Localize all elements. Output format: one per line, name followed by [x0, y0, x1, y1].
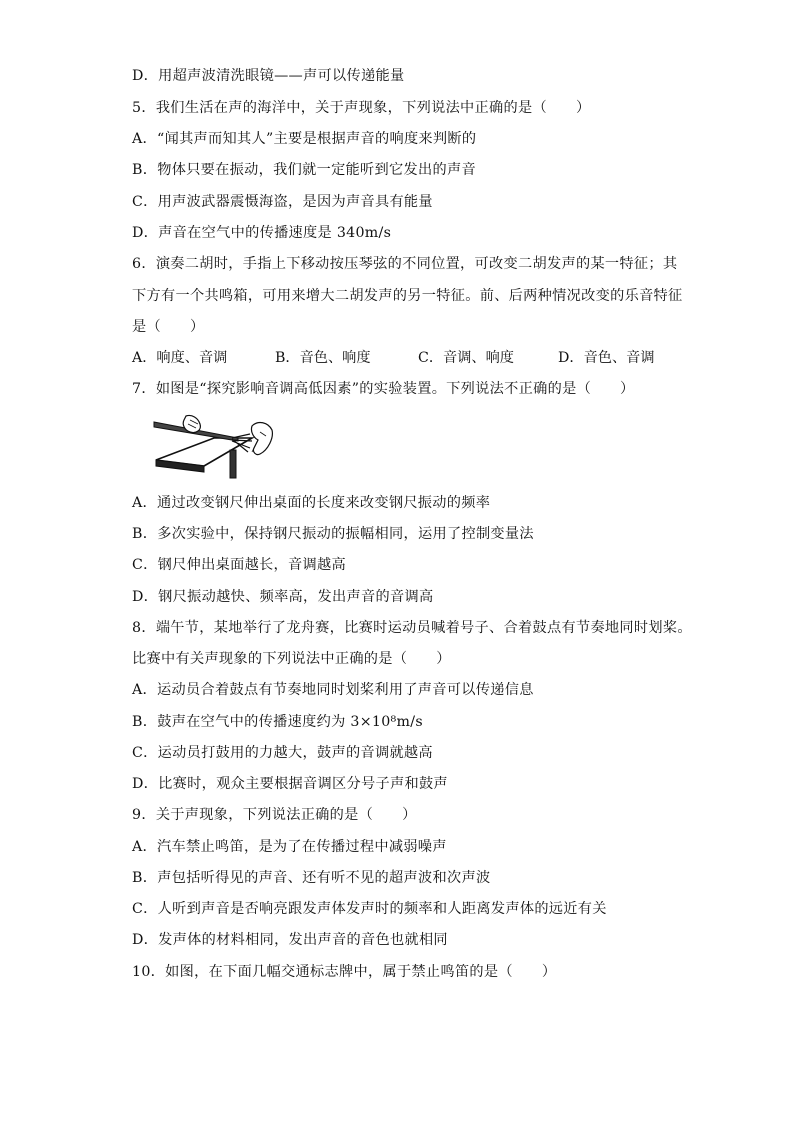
q9-option-a: A．汽车禁止鸣笛，是为了在传播过程中减弱噪声	[132, 839, 447, 855]
q6-options	[132, 348, 655, 368]
q6-stem-line3: 是（ ）	[132, 319, 205, 335]
q4-option-d: D．用超声波清洗眼镜——声可以传递能量	[132, 68, 405, 84]
steel-ruler-experiment-figure	[148, 410, 278, 480]
q7-option-c: C．钢尺伸出桌面越长，音调越高	[132, 557, 346, 573]
q7-option-d: D．钢尺振动越快、频率高，发出声音的音调高	[132, 589, 434, 605]
q7-option-a: A．通过改变钢尺伸出桌面的长度来改变钢尺振动的频率	[132, 495, 491, 511]
q10-stem: 10．如图，在下面几幅交通标志牌中，属于禁止鸣笛的是（ ）	[132, 964, 557, 980]
q6-stem-line1: 6．演奏二胡时，手指上下移动按压琴弦的不同位置，可改变二胡发声的某一特征；其	[132, 256, 678, 272]
q8-stem-line2: 比赛中有关声现象的下列说法中正确的是（ ）	[132, 651, 451, 667]
q5-stem: 5．我们生活在声的海洋中，关于声现象，下列说法中正确的是（ ）	[132, 100, 591, 116]
q9-stem: 9．关于声现象，下列说法正确的是（ ）	[132, 807, 417, 823]
q8-option-c: C．运动员打鼓用的力越大，鼓声的音调就越高	[132, 745, 433, 761]
q7-stem: 7．如图是“探究影响音调高低因素”的实验装置。下列说法不正确的是（ ）	[132, 381, 635, 397]
q5-option-c: C．用声波武器震慑海盗，是因为声音具有能量	[132, 194, 433, 210]
q9-option-c: C．人听到声音是否响亮跟发声体发声时的频率和人距离发声体的远近有关	[132, 901, 607, 917]
q5-option-a: A．“闻其声而知其人”主要是根据声音的响度来判断的	[132, 131, 477, 147]
q6-option-a: A．响度、音调	[132, 350, 228, 366]
q8-option-b: B．鼓声在空气中的传播速度约为 3×10⁸m/s	[132, 714, 423, 730]
q6-option-c: C．音调、响度	[418, 350, 514, 366]
q8-option-a: A．运动员合着鼓点有节奏地同时划桨利用了声音可以传递信息	[132, 682, 534, 698]
q9-option-d: D．发声体的材料相同，发出声音的音色也就相同	[132, 932, 448, 948]
q8-option-d: D．比赛时，观众主要根据音调区分号子声和鼓声	[132, 776, 448, 792]
q6-option-b: B．音色、响度	[275, 350, 371, 366]
q9-option-b: B．声包括听得见的声音、还有听不见的超声波和次声波	[132, 870, 491, 886]
q5-option-b: B．物体只要在振动，我们就一定能听到它发出的声音	[132, 162, 476, 178]
q5-option-d: D．声音在空气中的传播速度是 340m/s	[132, 225, 392, 241]
q8-stem-line1: 8．端午节，某地举行了龙舟赛，比赛时运动员喊着号子、合着鼓点有节奏地同时划桨。	[132, 620, 692, 636]
q7-option-b: B．多次实验中，保持钢尺振动的振幅相同，运用了控制变量法	[132, 526, 534, 542]
q6-stem-line2: 下方有一个共鸣箱，可用来增大二胡发声的另一特征。前、后两种情况改变的乐音特征	[132, 288, 683, 304]
q6-option-d: D．音色、音调	[558, 350, 655, 366]
